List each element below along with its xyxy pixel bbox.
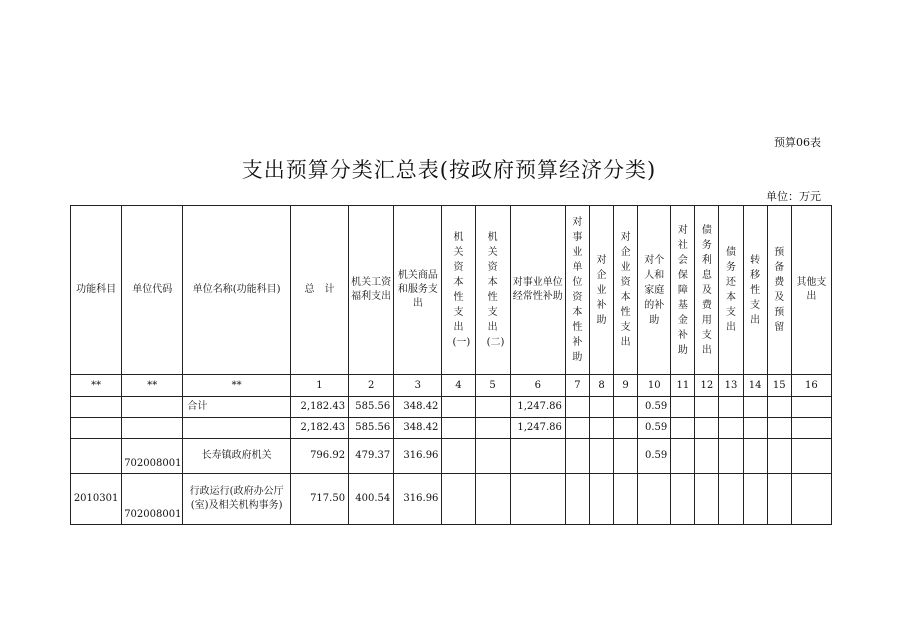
header-c14: 预备费及预留 — [767, 206, 791, 375]
header-c7: 对企业补助 — [589, 206, 613, 375]
c5-cell — [510, 474, 565, 525]
total-cell: 796.92 — [290, 439, 348, 474]
table-row — [71, 397, 832, 418]
header-func-subject: 功能科目 — [71, 206, 122, 375]
c2-cell: 348.42 — [394, 397, 442, 418]
header-c6: 对事业单位资本性补助 — [565, 206, 589, 375]
header-c13: 转移性支出 — [743, 206, 767, 375]
table-row — [71, 439, 832, 474]
c1-cell: 479.37 — [349, 439, 394, 474]
total-cell: 2,182.43 — [290, 397, 348, 418]
table-row — [71, 418, 832, 439]
header-c5: 对事业单位经常性补助 — [510, 206, 565, 375]
header-c12: 债务还本支出 — [719, 206, 743, 375]
header-c15: 其他支出 — [791, 206, 831, 375]
index-cell: 1 — [290, 375, 348, 397]
index-cell: ** — [122, 375, 183, 397]
c9-cell: 0.59 — [638, 439, 671, 474]
name-cell: 行政运行(政府办公厅(室)及相关机构事务) — [183, 474, 290, 525]
header-unit-name: 单位名称(功能科目) — [183, 206, 290, 375]
header-row — [71, 206, 832, 375]
header-c11: 债务利息及费用支出 — [695, 206, 719, 375]
total-cell: 2,182.43 — [290, 418, 348, 439]
header-total: 总 计 — [290, 206, 348, 375]
page-title: 支出预算分类汇总表(按政府预算经济分类) — [241, 158, 657, 182]
code-cell: 702008001 — [122, 474, 183, 525]
index-cell: 5 — [475, 375, 510, 397]
header-c10: 对社会保障基金补助 — [671, 206, 695, 375]
index-cell: 16 — [791, 375, 831, 397]
header-c9: 对个人和家庭的补助 — [638, 206, 671, 375]
func-cell — [71, 397, 122, 418]
c2-cell: 348.42 — [394, 418, 442, 439]
index-row — [71, 375, 832, 397]
code-cell: 702008001 — [122, 439, 183, 474]
c1-cell: 585.56 — [349, 397, 394, 418]
header-c4: 机关资本性支出(二) — [475, 206, 510, 375]
index-cell: 8 — [589, 375, 613, 397]
func-cell — [71, 439, 122, 474]
c9-cell: 0.59 — [638, 397, 671, 418]
header-c3: 机关资本性支出(一) — [442, 206, 475, 375]
index-cell: ** — [183, 375, 290, 397]
func-cell — [71, 418, 122, 439]
index-cell: 11 — [671, 375, 695, 397]
index-cell: 6 — [510, 375, 565, 397]
c2-cell: 316.96 — [394, 474, 442, 525]
code-cell — [122, 418, 183, 439]
header-c8: 对企业资本性支出 — [614, 206, 638, 375]
func-cell: 2010301 — [71, 474, 122, 525]
header-c2: 机关商品和服务支出 — [394, 206, 442, 375]
index-cell: 13 — [719, 375, 743, 397]
unit-label: 单位：万元 — [766, 190, 821, 203]
table-row — [71, 474, 832, 525]
index-cell: 12 — [695, 375, 719, 397]
index-cell: 9 — [614, 375, 638, 397]
name-cell: 长寿镇政府机关 — [183, 439, 290, 474]
index-cell: 10 — [638, 375, 671, 397]
total-cell: 717.50 — [290, 474, 348, 525]
index-cell: 3 — [394, 375, 442, 397]
header-unit-code: 单位代码 — [122, 206, 183, 375]
name-cell: 合计 — [183, 397, 290, 418]
index-cell: 7 — [565, 375, 589, 397]
c5-cell: 1,247.86 — [510, 418, 565, 439]
index-cell: ** — [71, 375, 122, 397]
header-c1: 机关工资福利支出 — [349, 206, 394, 375]
form-number: 预算06表 — [774, 136, 821, 149]
c1-cell: 400.54 — [349, 474, 394, 525]
index-cell: 15 — [767, 375, 791, 397]
c1-cell: 585.56 — [349, 418, 394, 439]
c2-cell: 316.96 — [394, 439, 442, 474]
index-cell: 14 — [743, 375, 767, 397]
c5-cell — [510, 439, 565, 474]
c9-cell — [638, 474, 671, 525]
name-cell — [183, 418, 290, 439]
c5-cell: 1,247.86 — [510, 397, 565, 418]
index-cell: 2 — [349, 375, 394, 397]
c9-cell: 0.59 — [638, 418, 671, 439]
index-cell: 4 — [442, 375, 475, 397]
budget-table — [70, 205, 832, 525]
code-cell — [122, 397, 183, 418]
